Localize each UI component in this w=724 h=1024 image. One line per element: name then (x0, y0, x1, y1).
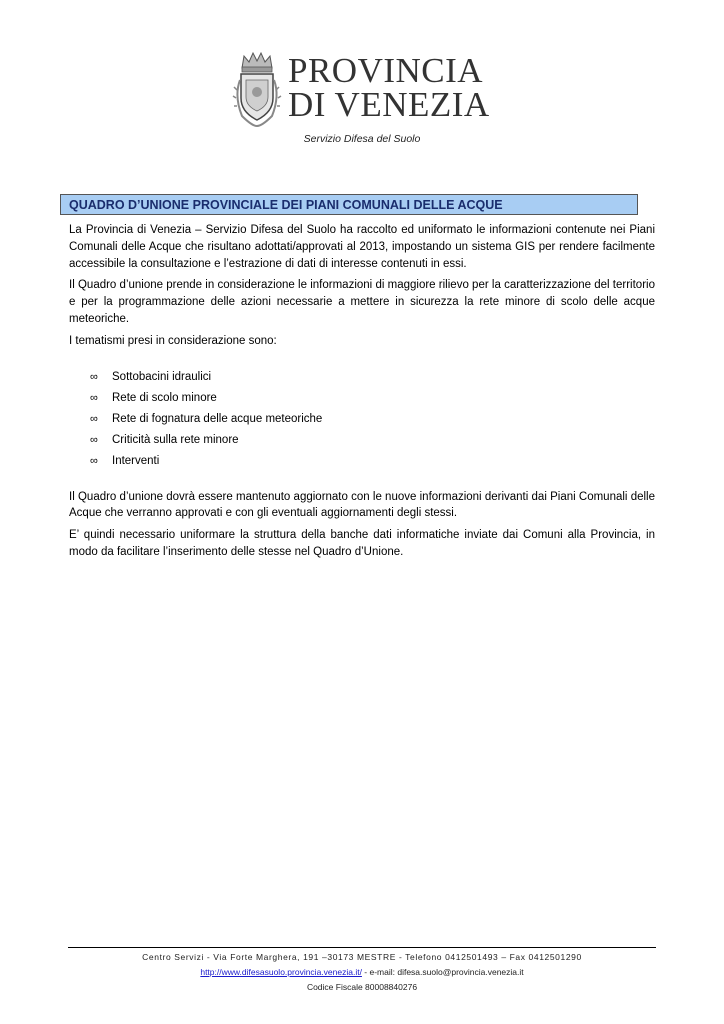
infinity-bullet-icon: ∞ (90, 454, 98, 467)
list-item-text: Rete di scolo minore (112, 391, 217, 404)
paragraph-themes-intro: I tematismi presi in considerazione sono: (69, 334, 277, 347)
list-item (69, 367, 655, 388)
province-logo (232, 50, 492, 130)
list-item (69, 388, 655, 409)
infinity-bullet-icon: ∞ (90, 433, 98, 446)
logo-line-1: PROVINCIA (288, 51, 484, 90)
service-subtitle: Servizio Difesa del Suolo (303, 133, 421, 145)
list-item (69, 430, 655, 451)
list-item-text: Sottobacini idraulici (112, 370, 212, 383)
footer-address: Centro Servizi - Via Forte Marghera, 191 –30173 MESTRE - Telefono 0412501493 – Fax 0412501290 (142, 952, 582, 962)
coat-of-arms-icon (232, 50, 282, 130)
list-item-text: Criticità sulla rete minore (112, 433, 239, 446)
themes-list (69, 367, 655, 472)
email-text: - e-mail: difesa.suolo@provincia.venezia.it (361, 967, 524, 977)
list-item-text: Rete di fognatura delle acque meteoriche (112, 412, 323, 425)
paragraph-scope: Il Quadro d’unione prende in considerazione le informazioni di maggiore rilievo per la caratterizzazione del territorio e per la programmazione delle azioni necessarie a mettere in sicurezza la rete minore di scolo delle acque meteoriche. (69, 279, 655, 325)
website-link[interactable]: http://www.difesasuolo.provincia.venezia.it/ (200, 967, 362, 977)
list-item-text: Interventi (112, 454, 160, 467)
infinity-bullet-icon: ∞ (90, 370, 98, 383)
document-body (69, 222, 655, 566)
list-item (69, 451, 655, 472)
page-header (0, 44, 724, 144)
paragraph-standardization: E’ quindi necessario uniformare la struttura della banche dati informatiche inviate dai Comuni alla Provincia, in modo da facilitare l’inserimento delle stesse nel Quadro d’Unione. (69, 529, 655, 558)
page-footer (0, 950, 724, 995)
infinity-bullet-icon: ∞ (90, 391, 98, 404)
list-item (69, 409, 655, 430)
footer-divider (68, 947, 656, 948)
footer-contacts (0, 965, 724, 980)
logo-line-2: DI VENEZIA (288, 85, 490, 124)
paragraph-intro: La Provincia di Venezia – Servizio Difesa del Suolo ha raccolto ed uniformato le informazioni contenute nei Piani Comunali delle Acque che risultano adottati/approvati al 2013, impostando un sistema GIS per rendere facilmente accessibile la consultazione e l’estrazione di dati di interesse contenuti in essi. (69, 224, 655, 270)
paragraph-maintenance: Il Quadro d’unione dovrà essere mantenuto aggiornato con le nuove informazioni derivanti dai Piani Comunali delle Acque che verranno approvati e con gli eventuali aggiornamenti degli stessi. (69, 490, 655, 520)
fiscal-code: Codice Fiscale 80008840276 (306, 982, 418, 992)
infinity-bullet-icon: ∞ (90, 412, 98, 425)
section-title: QUADRO D’UNIONE PROVINCIALE DEI PIANI COMUNALI DELLE ACQUE (60, 194, 638, 215)
logo-wordmark (288, 51, 490, 124)
